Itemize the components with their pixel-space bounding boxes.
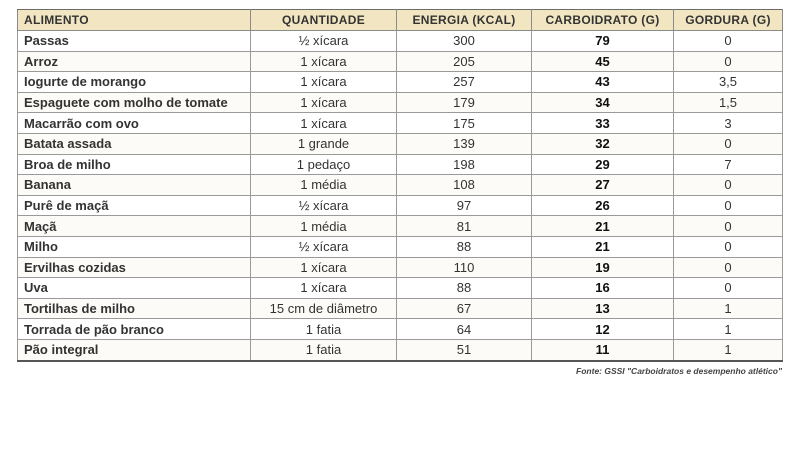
food-name-cell: Batata assada: [18, 133, 251, 154]
fat-g-cell: 0: [674, 31, 783, 52]
fat-g-cell: 1,5: [674, 92, 783, 113]
energy-kcal-cell: 179: [397, 92, 532, 113]
food-name-cell: Banana: [18, 175, 251, 196]
food-name-cell: Ervilhas cozidas: [18, 257, 251, 278]
carbohydrate-g-cell: 21: [532, 216, 674, 237]
quantity-cell: 1 xícara: [251, 72, 397, 93]
carbohydrate-g-cell: 21: [532, 236, 674, 257]
carbohydrate-g-cell: 26: [532, 195, 674, 216]
quantity-cell: 1 xícara: [251, 278, 397, 299]
fat-g-cell: 1: [674, 319, 783, 340]
header-alimento: ALIMENTO: [18, 10, 251, 31]
energy-kcal-cell: 88: [397, 236, 532, 257]
table-row: [18, 319, 783, 340]
energy-kcal-cell: 81: [397, 216, 532, 237]
table-body: [18, 31, 783, 361]
table-row: [18, 51, 783, 72]
carbohydrate-g-cell: 11: [532, 339, 674, 360]
carbohydrate-g-cell: 33: [532, 113, 674, 134]
food-name-cell: Milho: [18, 236, 251, 257]
table-row: [18, 339, 783, 360]
energy-kcal-cell: 88: [397, 278, 532, 299]
carbohydrate-g-cell: 32: [532, 133, 674, 154]
food-name-cell: Tortilhas de milho: [18, 298, 251, 319]
table-row: [18, 113, 783, 134]
quantity-cell: 1 xícara: [251, 51, 397, 72]
food-name-cell: Uva: [18, 278, 251, 299]
header-quantidade: QUANTIDADE: [251, 10, 397, 31]
carbohydrate-g-cell: 79: [532, 31, 674, 52]
quantity-cell: 1 fatia: [251, 339, 397, 360]
food-name-cell: Purê de maçã: [18, 195, 251, 216]
carbohydrate-g-cell: 13: [532, 298, 674, 319]
carbohydrate-g-cell: 43: [532, 72, 674, 93]
energy-kcal-cell: 257: [397, 72, 532, 93]
table-row: [18, 298, 783, 319]
food-name-cell: Broa de milho: [18, 154, 251, 175]
table-row: [18, 278, 783, 299]
nutrition-table-container: [17, 9, 782, 362]
quantity-cell: 1 xícara: [251, 257, 397, 278]
table-row: [18, 175, 783, 196]
quantity-cell: ½ xícara: [251, 195, 397, 216]
food-name-cell: Passas: [18, 31, 251, 52]
fat-g-cell: 0: [674, 133, 783, 154]
energy-kcal-cell: 51: [397, 339, 532, 360]
fat-g-cell: 1: [674, 298, 783, 319]
energy-kcal-cell: 175: [397, 113, 532, 134]
quantity-cell: 1 xícara: [251, 113, 397, 134]
energy-kcal-cell: 64: [397, 319, 532, 340]
fat-g-cell: 0: [674, 278, 783, 299]
quantity-cell: 1 média: [251, 216, 397, 237]
table-row: [18, 257, 783, 278]
header-gordura: GORDURA (G): [674, 10, 783, 31]
quantity-cell: 15 cm de diâmetro: [251, 298, 397, 319]
energy-kcal-cell: 67: [397, 298, 532, 319]
food-name-cell: Torrada de pão branco: [18, 319, 251, 340]
table-header-row: [18, 10, 783, 31]
nutrition-table: [17, 9, 783, 362]
carbohydrate-g-cell: 19: [532, 257, 674, 278]
quantity-cell: 1 xícara: [251, 92, 397, 113]
carbohydrate-g-cell: 45: [532, 51, 674, 72]
quantity-cell: ½ xícara: [251, 236, 397, 257]
energy-kcal-cell: 97: [397, 195, 532, 216]
carbohydrate-g-cell: 12: [532, 319, 674, 340]
quantity-cell: 1 grande: [251, 133, 397, 154]
fat-g-cell: 1: [674, 339, 783, 360]
food-name-cell: Maçã: [18, 216, 251, 237]
table-row: [18, 31, 783, 52]
fat-g-cell: 0: [674, 216, 783, 237]
quantity-cell: 1 média: [251, 175, 397, 196]
table-row: [18, 72, 783, 93]
carbohydrate-g-cell: 16: [532, 278, 674, 299]
energy-kcal-cell: 139: [397, 133, 532, 154]
quantity-cell: ½ xícara: [251, 31, 397, 52]
food-name-cell: Espaguete com molho de tomate: [18, 92, 251, 113]
table-row: [18, 236, 783, 257]
fat-g-cell: 7: [674, 154, 783, 175]
energy-kcal-cell: 108: [397, 175, 532, 196]
quantity-cell: 1 pedaço: [251, 154, 397, 175]
table-row: [18, 154, 783, 175]
table-row: [18, 92, 783, 113]
fat-g-cell: 3: [674, 113, 783, 134]
energy-kcal-cell: 205: [397, 51, 532, 72]
fat-g-cell: 0: [674, 236, 783, 257]
food-name-cell: Macarrão com ovo: [18, 113, 251, 134]
fat-g-cell: 3,5: [674, 72, 783, 93]
energy-kcal-cell: 198: [397, 154, 532, 175]
table-row: [18, 195, 783, 216]
food-name-cell: Iogurte de morango: [18, 72, 251, 93]
quantity-cell: 1 fatia: [251, 319, 397, 340]
table-row: [18, 216, 783, 237]
header-energia: ENERGIA (KCAL): [397, 10, 532, 31]
energy-kcal-cell: 110: [397, 257, 532, 278]
carbohydrate-g-cell: 29: [532, 154, 674, 175]
carbohydrate-g-cell: 34: [532, 92, 674, 113]
fat-g-cell: 0: [674, 51, 783, 72]
header-carboidrato: CARBOIDRATO (G): [532, 10, 674, 31]
fat-g-cell: 0: [674, 257, 783, 278]
food-name-cell: Arroz: [18, 51, 251, 72]
fat-g-cell: 0: [674, 175, 783, 196]
fat-g-cell: 0: [674, 195, 783, 216]
food-name-cell: Pão integral: [18, 339, 251, 360]
table-row: [18, 133, 783, 154]
energy-kcal-cell: 300: [397, 31, 532, 52]
carbohydrate-g-cell: 27: [532, 175, 674, 196]
source-note: Fonte: GSSI "Carboidratos e desempenho atlético": [576, 366, 782, 376]
